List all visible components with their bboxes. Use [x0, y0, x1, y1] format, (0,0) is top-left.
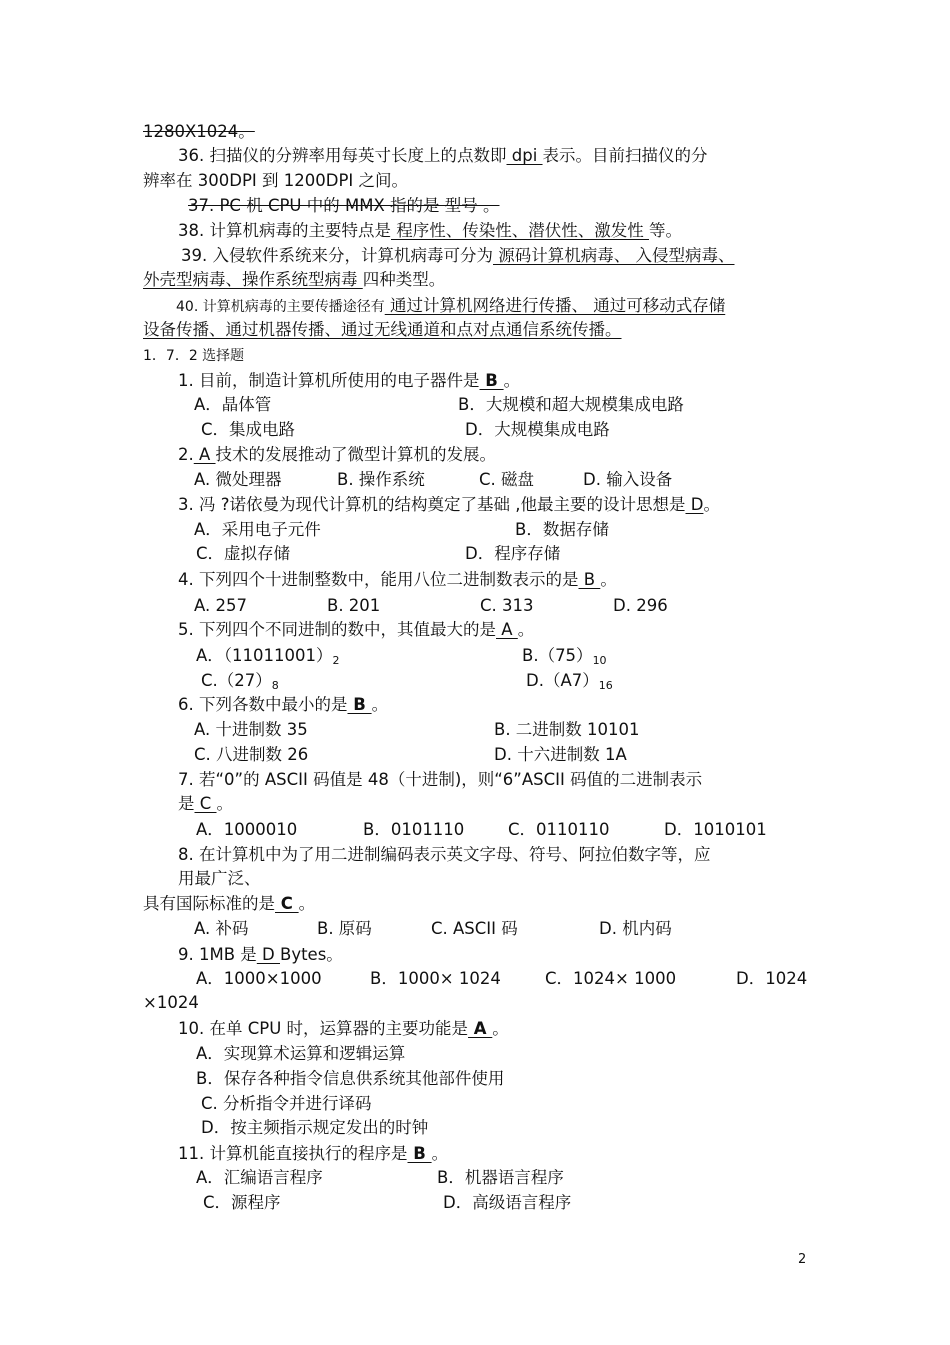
option-d: D．1010101 — [664, 820, 767, 839]
option-d: D．大规模集成电路 — [465, 420, 610, 439]
option-a: A. 十进制数 35 — [194, 720, 308, 739]
q8: 8. 在计算机中为了用二进制编码表示英文字母、符号、阿拉伯数字等，应 — [178, 845, 711, 864]
answer-blank: A — [496, 620, 518, 639]
question-text: 40. 计算机病毒的主要传播途径有 — [176, 299, 385, 315]
option-b: B．1000× 1024 — [370, 969, 501, 988]
option-d — [526, 670, 613, 697]
option-a: A．汇编语言程序 — [196, 1168, 323, 1187]
question-text: 11. 计算机能直接执行的程序是 — [178, 1144, 408, 1163]
option-c: C. 313 — [480, 596, 534, 615]
option-b: B. 操作系统 — [337, 470, 425, 489]
section-heading: 1．7．2 选择题 — [143, 348, 245, 364]
question-text: 。 — [503, 371, 521, 390]
answer-blank: A — [468, 1019, 493, 1038]
question-text: 38. 计算机病毒的主要特点是 — [178, 221, 391, 240]
question-text: 2. — [178, 445, 194, 464]
option-c: C. 磁盘 — [479, 470, 535, 489]
question-text: 。 — [431, 1144, 449, 1163]
question-text: 5. 下列四个不同进制的数中，其值最大的是 — [178, 620, 496, 639]
q7-cont — [178, 793, 233, 815]
answer-blank: B — [479, 371, 504, 390]
answer-blank: B — [347, 695, 372, 714]
question-text: 4. 下列四个十进制整数中，能用八位二进制数表示的是 — [178, 570, 579, 589]
question-text: 9. 1MB 是 — [178, 945, 257, 964]
question-text: 。 — [517, 620, 535, 639]
option-d: D．1024 — [736, 969, 808, 988]
question-text: 。 — [492, 1019, 509, 1038]
answer-blank: C — [194, 794, 217, 813]
answer-blank: dpi — [506, 146, 543, 165]
question-text: 36. 扫描仪的分辨率用每英寸长度上的点数即 — [178, 146, 507, 165]
radix-subscript: 8 — [271, 679, 279, 692]
option-d: D. 296 — [613, 596, 668, 615]
question-37: 37. PC 机 CPU 中的 MMX 指的是 型号 。 — [188, 196, 500, 215]
question-text: 39. 入侵软件系统来分，计算机病毒可分为 — [181, 246, 493, 265]
answer-blank: A — [193, 445, 216, 464]
question-text: 等。 — [649, 221, 682, 240]
option-a: A．1000010 — [196, 820, 298, 839]
option-c: C．1024× 1000 — [545, 969, 677, 988]
q5 — [178, 619, 534, 641]
question-39 — [181, 245, 735, 267]
answer-blank: 程序性、传染性、潜伏性、激发性 — [391, 221, 649, 240]
option-d: D．按主频指示规定发出的时钟 — [201, 1118, 429, 1137]
question-text: 具有国际标准的是 — [143, 894, 275, 913]
option-c: C．0110110 — [508, 820, 610, 839]
answer-blank: C — [275, 894, 299, 913]
option-d: D. 十六进制数 1A — [494, 745, 627, 764]
question-text: 。 — [703, 495, 720, 514]
option-d: D．程序存储 — [465, 544, 561, 563]
option-b: B. 201 — [327, 596, 381, 615]
question-text: 。 — [298, 894, 316, 913]
q2 — [178, 444, 496, 466]
answer-blank: D — [256, 945, 280, 964]
answer-blank: 外壳型病毒、操作系统型病毒 — [143, 270, 363, 289]
question-40-cont: 设备传播、通过机器传播、通过无线通道和点对点通信系统传播。 — [143, 320, 622, 339]
q8-cont: 用最广泛、 — [178, 869, 261, 888]
option-d-cont: ×1024 — [143, 993, 199, 1012]
answer-blank: 通过计算机网络进行传播、 通过可移动式存储 — [384, 296, 726, 315]
q11 — [178, 1143, 448, 1165]
option-text: A．（11011001） — [196, 646, 333, 665]
option-b: B．0101110 — [363, 820, 465, 839]
question-text: 是 — [178, 794, 195, 813]
radix-subscript: 10 — [592, 654, 607, 667]
q10 — [178, 1018, 509, 1040]
option-b: B. 原码 — [317, 919, 372, 938]
answer-blank: 源码计算机病毒、 入侵型病毒、 — [493, 246, 735, 265]
option-a: A. 微处理器 — [194, 470, 282, 489]
option-d: D．高级语言程序 — [443, 1193, 572, 1212]
radix-subscript: 2 — [332, 654, 340, 667]
question-text: 6. 下列各数中最小的是 — [178, 695, 348, 714]
question-36-cont: 辨率在 300DPI 到 1200DPI 之间。 — [143, 171, 409, 190]
option-b: B．保存各种指令信息供系统其他部件使用 — [196, 1069, 505, 1088]
answer-blank: D — [685, 495, 704, 514]
option-a: A. 257 — [194, 596, 247, 615]
q1 — [178, 370, 520, 392]
answer-blank: B — [578, 570, 601, 589]
q8-cont — [143, 893, 315, 915]
question-text: 。 — [216, 794, 234, 813]
radix-subscript: 16 — [598, 679, 613, 692]
option-d: D. 机内码 — [599, 919, 672, 938]
question-36 — [178, 145, 708, 167]
option-a: A．实现算术运算和逻辑运算 — [196, 1044, 406, 1063]
option-c: C．源程序 — [203, 1193, 281, 1212]
option-c — [201, 670, 279, 697]
q7: 7. 若“0”的 ASCII 码值是 48（十进制)，则“6”ASCII 码值的二进制表示 — [178, 770, 703, 789]
question-39-cont — [143, 269, 445, 291]
question-text: 四种类型。 — [362, 270, 446, 289]
question-text: 表示。目前扫描仪的分 — [542, 146, 708, 165]
question-text: 10. 在单 CPU 时，运算器的主要功能是 — [178, 1019, 469, 1038]
question-38 — [178, 220, 682, 242]
option-text: C.（27） — [201, 671, 272, 690]
question-text: Bytes。 — [280, 945, 343, 964]
option-b: B．机器语言程序 — [437, 1168, 564, 1187]
page-number: 2 — [798, 1252, 807, 1267]
option-b: B. 二进制数 10101 — [494, 720, 640, 739]
option-a: A．采用电子元件 — [194, 520, 321, 539]
option-c: C．集成电路 — [201, 420, 296, 439]
question-text: 3. 冯 ?诺依曼为现代计算机的结构奠定了基础 ,他最主要的设计思想是 — [178, 495, 686, 514]
option-c: C．虚拟存储 — [196, 544, 291, 563]
question-text: 。 — [371, 695, 389, 714]
option-text: D.（A7） — [526, 671, 599, 690]
option-a: A．1000×1000 — [196, 969, 322, 988]
option-a: A. 补码 — [194, 919, 249, 938]
q3 — [178, 494, 720, 516]
answer-blank: B — [407, 1144, 432, 1163]
option-text: B.（75） — [522, 646, 593, 665]
option-c: C. ASCII 码 — [431, 919, 518, 938]
question-text: 技术的发展推动了微型计算机的发展。 — [215, 445, 497, 464]
option-c: C. 八进制数 26 — [194, 745, 309, 764]
option-b: B．数据存储 — [515, 520, 609, 539]
option-d: D. 输入设备 — [583, 470, 673, 489]
option-c: C. 分析指令并进行译码 — [201, 1094, 372, 1113]
option-a: A．晶体管 — [194, 395, 272, 414]
question-text: 1. 目前，制造计算机所使用的电子器件是 — [178, 371, 480, 390]
q4 — [178, 569, 617, 591]
q6 — [178, 694, 388, 716]
q9 — [178, 944, 343, 966]
question-40 — [176, 295, 725, 318]
option-b — [522, 645, 607, 672]
line-1280: 1280X1024。 — [143, 122, 255, 141]
option-b: B．大规模和超大规模集成电路 — [458, 395, 684, 414]
question-text: 。 — [600, 570, 617, 589]
option-a — [196, 645, 340, 672]
